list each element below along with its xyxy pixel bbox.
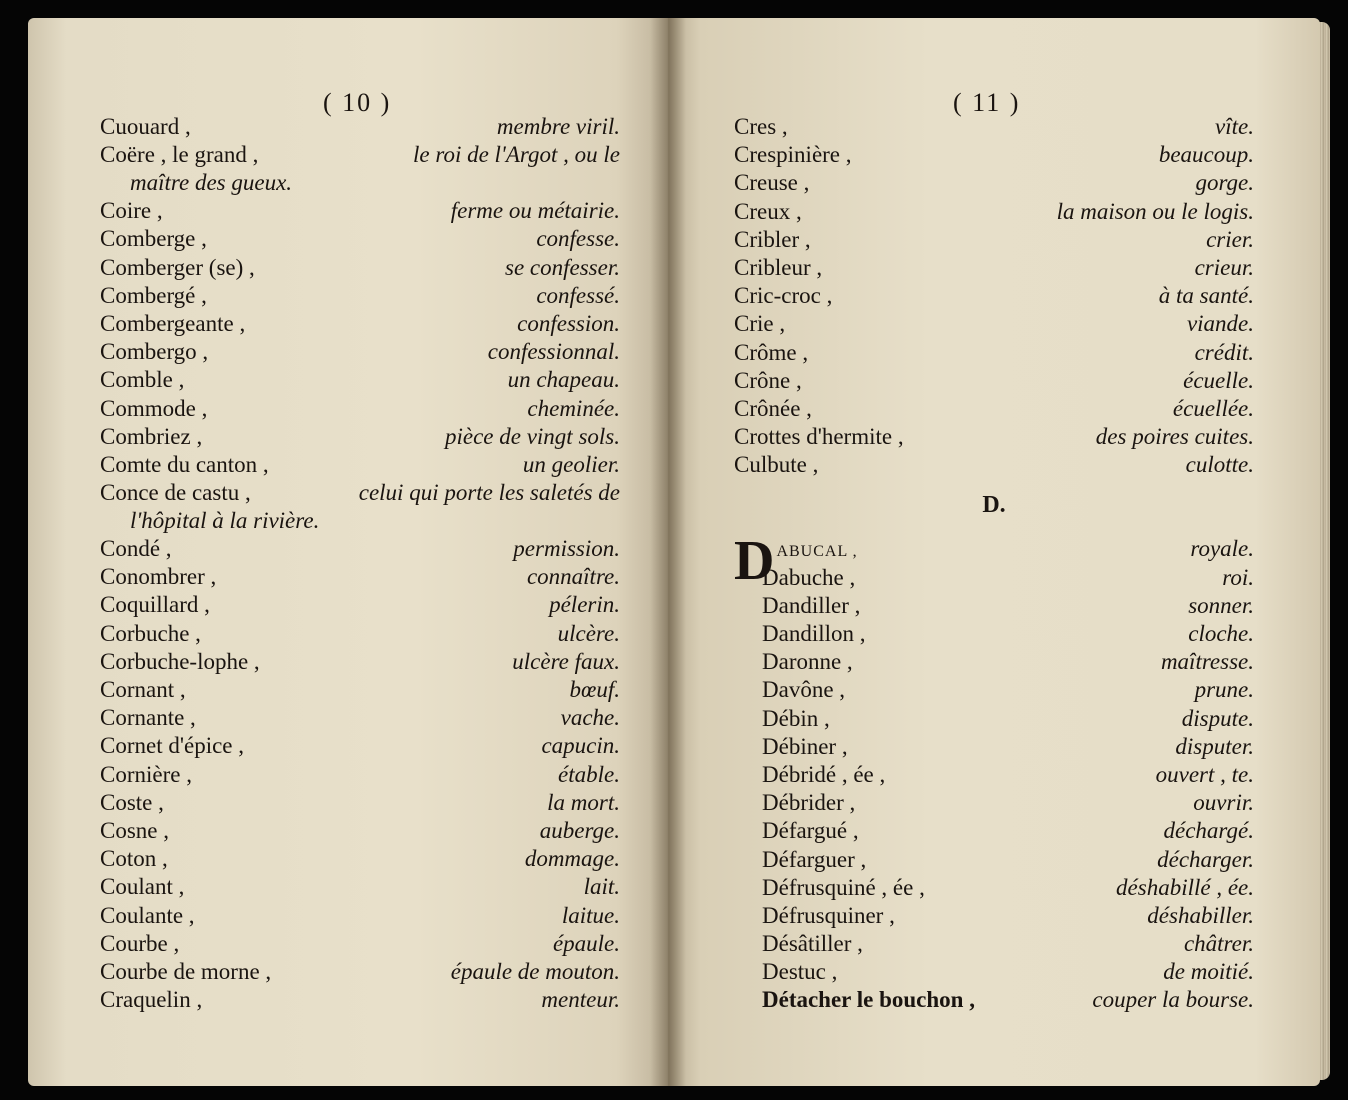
entry-definition: crier. — [1206, 226, 1254, 252]
entry-term: Cres , — [734, 114, 788, 139]
small-caps-term: ABUCAL , — [776, 543, 858, 561]
entry-definition: ferme ou métairie. — [450, 198, 620, 224]
entry-term: Conombrer , — [100, 564, 217, 590]
entry-definition: lait. — [583, 874, 620, 900]
entry-term: Cornet d'épice , — [100, 733, 245, 759]
entry-definition: châtrer. — [1183, 931, 1254, 957]
dictionary-entry — [762, 705, 1254, 733]
entry-definition: bœuf. — [569, 677, 620, 702]
dictionary-entry — [734, 254, 1254, 282]
entry-term: Coire , — [100, 198, 163, 224]
entry-term: Dandillon , — [762, 621, 866, 646]
dictionary-entry — [734, 451, 1254, 479]
entry-definition: étable. — [558, 761, 620, 787]
entry-definition: sonner. — [1188, 592, 1254, 618]
book-gutter — [650, 18, 686, 1086]
entry-term: Courbe de morne , — [100, 958, 272, 984]
dictionary-entry — [762, 676, 1254, 704]
entry-term: Crottes d'hermite , — [734, 424, 904, 450]
entry-definition: culotte. — [1185, 452, 1254, 478]
entry-term: Coquillard , — [100, 592, 210, 618]
dictionary-entry — [100, 620, 620, 648]
entry-definition: menteur. — [541, 987, 620, 1013]
dictionary-entry — [100, 563, 620, 591]
entry-term: Commode , — [100, 395, 208, 421]
entry-definition: dommage. — [524, 846, 620, 872]
dictionary-entry — [100, 479, 620, 535]
dictionary-entry — [100, 254, 620, 282]
dictionary-entry — [100, 845, 620, 873]
dictionary-entry — [100, 902, 620, 930]
dictionary-entry — [100, 310, 620, 338]
entry-term: Coulante , — [100, 902, 195, 928]
entry-term: Débin , — [762, 705, 830, 731]
entry-term: Corbuche-lophe , — [100, 648, 260, 674]
dictionary-entry — [100, 817, 620, 845]
entry-definition: vache. — [560, 705, 620, 731]
entry-definition: maîtresse. — [1160, 649, 1254, 675]
dictionary-entry — [762, 986, 1254, 1014]
entry-definition: écuelle. — [1183, 367, 1254, 393]
entry-term: Combergeante , — [100, 310, 246, 336]
entry-term: Davône , — [762, 677, 846, 703]
dictionary-entry — [100, 930, 620, 958]
entry-definition: crieur. — [1194, 254, 1254, 280]
dictionary-entry — [100, 451, 620, 479]
entry-term: Conce de castu , — [100, 480, 251, 506]
entry-term: Cornante , — [100, 705, 196, 731]
entry-term: Désâtiller , — [762, 931, 863, 957]
dictionary-entry — [734, 339, 1254, 367]
dictionary-entry — [762, 930, 1254, 958]
dictionary-entry — [100, 113, 620, 141]
entry-definition: ouvrir. — [1193, 790, 1254, 816]
dictionary-entry — [762, 902, 1254, 930]
entry-definition: celui qui porte les saletés de — [358, 480, 620, 506]
dictionary-entry — [762, 874, 1254, 902]
entry-term: Comberge , — [100, 226, 207, 252]
entry-term: Crôme , — [734, 339, 809, 365]
entry-term: Défrusquiné , ée , — [762, 874, 925, 900]
dictionary-entry — [100, 789, 620, 817]
dictionary-entry — [734, 169, 1254, 197]
entry-definition: ulcère. — [557, 620, 620, 646]
entry-definition: disputer. — [1175, 733, 1254, 759]
dictionary-entry — [100, 958, 620, 986]
entry-term: Coëre , le grand , — [100, 142, 259, 168]
drop-cap: D — [734, 530, 775, 593]
entry-list — [734, 113, 1254, 1015]
entry-definition: à ta santé. — [1158, 283, 1254, 309]
entry-term: Combergé , — [100, 282, 207, 308]
dictionary-entry — [734, 226, 1254, 254]
entry-definition: crédit. — [1194, 339, 1254, 365]
dictionary-entry — [762, 789, 1254, 817]
entry-term: Crônée , — [734, 395, 812, 421]
dictionary-entry — [734, 141, 1254, 169]
entry-term: Cuouard , — [100, 114, 191, 139]
entry-term: Cribleur , — [734, 254, 823, 280]
dictionary-entry — [100, 704, 620, 732]
entry-definition: dispute. — [1181, 705, 1254, 731]
entry-term: Débridé , ée , — [762, 761, 886, 787]
entry-definition: viande. — [1186, 311, 1254, 337]
dictionary-entry — [762, 592, 1254, 620]
dictionary-entry — [762, 761, 1254, 789]
entry-term: Cric-croc , — [734, 283, 833, 309]
entry-term: Corbuche , — [100, 620, 201, 646]
entry-definition: ulcère faux. — [512, 648, 620, 674]
entry-term: Dandiller , — [762, 592, 861, 618]
entry-term: Crône , — [734, 367, 802, 393]
dictionary-entry — [100, 591, 620, 619]
entry-term: Débrider , — [762, 790, 856, 816]
entry-term: Condé , — [100, 536, 172, 562]
entry-definition: épaule. — [552, 930, 620, 956]
entry-continuation: l'hôpital à la rivière. — [130, 508, 320, 534]
page-number: ( 11 ) — [953, 88, 1021, 117]
entry-definition: pièce de vingt sols. — [444, 423, 620, 449]
entry-definition: des poires cuites. — [1095, 424, 1254, 450]
entry-term: Daronne , — [762, 649, 853, 675]
entry-term: Creuse , — [734, 170, 810, 196]
section-letter: D. — [982, 492, 1006, 519]
entry-term: Destuc , — [762, 959, 838, 985]
entry-definition: épaule de mouton. — [450, 958, 620, 984]
dictionary-entry — [100, 873, 620, 901]
entry-term: Creux , — [734, 198, 802, 224]
dictionary-entry — [734, 367, 1254, 395]
page-number: ( 10 ) — [323, 88, 392, 117]
entry-term: Combergo , — [100, 339, 209, 365]
dictionary-entry — [100, 338, 620, 366]
entry-term: Comble , — [100, 367, 185, 393]
entry-definition: la maison ou le logis. — [1056, 198, 1254, 224]
dictionary-entry — [100, 648, 620, 676]
entry-definition: connaître. — [526, 564, 620, 590]
entry-definition: vîte. — [1215, 114, 1254, 139]
entry-definition: membre viril. — [496, 114, 620, 139]
entry-term: Courbe , — [100, 930, 180, 956]
entry-term: Défargué , — [762, 818, 859, 844]
dictionary-entry — [100, 732, 620, 760]
dictionary-entry — [762, 648, 1254, 676]
dictionary-entry — [734, 198, 1254, 226]
entry-definition: roi. — [1222, 564, 1254, 590]
entry-term: Dabuche , — [762, 564, 856, 590]
entry-term: Détacher le bouchon , — [762, 987, 975, 1013]
dictionary-entry — [762, 733, 1254, 761]
dictionary-entry — [100, 225, 620, 253]
entry-term: Culbute , — [734, 452, 819, 478]
entry-definition: déchargé. — [1163, 818, 1254, 844]
entry-term: Coste , — [100, 789, 164, 815]
entry-term: Cornière , — [100, 761, 192, 787]
entry-definition: confession. — [517, 310, 620, 336]
entry-definition: déshabillé , ée. — [1116, 874, 1254, 900]
entry-definition: confessionnal. — [487, 339, 620, 365]
dictionary-entry — [762, 846, 1254, 874]
dictionary-entry — [734, 113, 1254, 141]
dictionary-entry — [734, 423, 1254, 451]
entry-term: Défrusquiner , — [762, 902, 895, 928]
entry-definition: cheminée. — [527, 395, 620, 421]
entry-definition: déshabiller. — [1147, 902, 1254, 928]
entry-definition: un chapeau. — [507, 367, 620, 393]
entry-definition: confesse. — [536, 226, 620, 252]
entry-definition: la mort. — [547, 789, 620, 815]
entry-term: Cribler , — [734, 226, 811, 252]
entry-term: Cornant , — [100, 677, 186, 702]
entry-continuation: maître des gueux. — [130, 170, 293, 196]
dictionary-entry — [100, 986, 620, 1014]
entry-definition: pélerin. — [549, 592, 620, 618]
dictionary-entry — [734, 395, 1254, 423]
entry-term: Coton , — [100, 846, 168, 872]
entry-definition: prune. — [1194, 677, 1254, 703]
entry-definition: permission. — [513, 536, 620, 562]
dictionary-entry — [100, 423, 620, 451]
entry-definition: laitue. — [561, 902, 620, 928]
entry-definition: le roi de l'Argot , ou le — [413, 142, 620, 168]
dictionary-entry — [762, 564, 1254, 592]
entry-term: Comberger (se) , — [100, 254, 255, 280]
entry-definition: confessé. — [536, 282, 620, 308]
entry-term: Coulant , — [100, 874, 185, 900]
entry-definition: gorge. — [1195, 170, 1254, 196]
dictionary-entry — [100, 676, 620, 704]
entry-term: Débiner , — [762, 733, 848, 759]
entry-definition: royale. — [1190, 536, 1254, 562]
dictionary-entry — [734, 310, 1254, 338]
entry-term: Crespinière , — [734, 142, 852, 168]
entry-definition: capucin. — [541, 733, 620, 759]
entry-term: Crie , — [734, 311, 786, 337]
entry-definition: écuellée. — [1172, 395, 1254, 421]
entry-definition: un geolier. — [522, 451, 620, 477]
left-page — [28, 18, 668, 1086]
entry-definition: ouvert , te. — [1155, 761, 1254, 787]
entry-term: Combriez , — [100, 423, 203, 449]
entry-term: Défarguer , — [762, 846, 867, 872]
entry-definition: beaucoup. — [1158, 142, 1254, 168]
entry-term: Comte du canton , — [100, 451, 269, 477]
entry-definition: auberge. — [539, 817, 620, 843]
dictionary-entry — [100, 395, 620, 423]
entry-list — [100, 113, 620, 1014]
entry-definition: décharger. — [1157, 846, 1254, 872]
entry-definition: cloche. — [1188, 621, 1254, 646]
right-page — [668, 18, 1320, 1086]
entry-term: Cosne , — [100, 817, 169, 843]
dictionary-entry — [100, 761, 620, 789]
dictionary-entry — [100, 535, 620, 563]
dictionary-entry — [100, 282, 620, 310]
dictionary-entry — [762, 958, 1254, 986]
dictionary-entry — [762, 817, 1254, 845]
entry-definition: se confesser. — [505, 254, 620, 280]
dictionary-entry — [100, 141, 620, 197]
dictionary-entry — [100, 366, 620, 394]
entry-definition: de moitié. — [1163, 959, 1254, 985]
dictionary-entry — [100, 197, 620, 225]
dictionary-entry — [734, 282, 1254, 310]
entry-term: Craquelin , — [100, 987, 203, 1013]
entry-definition: couper la bourse. — [1092, 987, 1254, 1013]
dictionary-entry — [762, 620, 1254, 648]
